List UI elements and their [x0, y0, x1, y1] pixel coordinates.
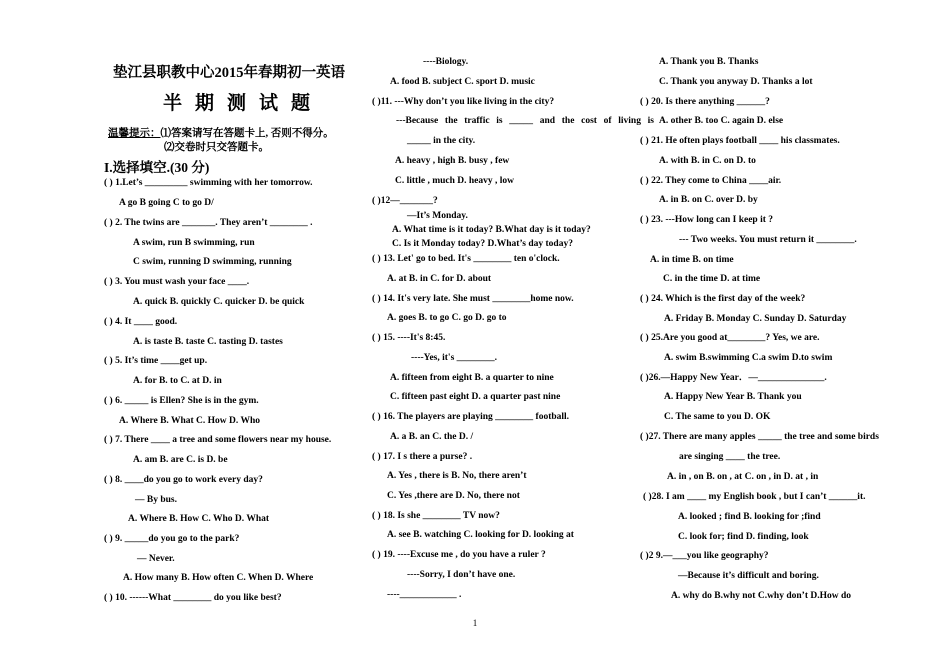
exam-title: 垫江县职教中心2015年春期初一英语: [113, 65, 345, 81]
option-line: _____ in the city.: [407, 136, 476, 146]
question-line: ( )11. ---Why don’t you like living in the city?: [372, 97, 555, 107]
option-line: A. Where B. What C. How D. Who: [119, 416, 261, 426]
option-line: A. quick B. quickly C. quicker D. be quick: [133, 297, 305, 307]
option-line: A. Yes , there is B. No, there aren’t: [387, 471, 527, 481]
option-line: A. with B. in C. on D. to: [659, 156, 756, 166]
question-line: ( ) 13. Let' go to bed. It's ________ ten o'clock.: [372, 254, 560, 264]
option-line: A. is taste B. taste C. tasting D. tastes: [133, 337, 283, 347]
option-line: C swim, running D swimming, running: [133, 257, 292, 267]
question-line: ( ) 6. _____ is Ellen? She is in the gym.: [104, 396, 259, 406]
option-line: C. look for; find D. finding, look: [678, 532, 809, 542]
question-line: ( )2 9.—___you like geography?: [640, 551, 769, 561]
question-line: ( ) 7. There ____ a tree and some flowers near my house.: [104, 435, 332, 445]
option-line: ----____________ .: [387, 590, 462, 600]
question-line: ( ) 23. ---How long can I keep it ?: [640, 215, 773, 225]
option-line: A. a B. an C. the D. /: [390, 432, 474, 442]
option-line: C. Yes ,there are D. No, there not: [387, 491, 520, 501]
question-line: ( ) 2. The twins are _______. They aren’t ________ .: [104, 218, 313, 228]
option-line: A. goes B. to go C. go D. go to: [387, 313, 507, 323]
question-line: ( )27. There are many apples _____ the tree and some birds: [640, 432, 879, 442]
option-line: A. looked ; find B. looking for ;find: [678, 512, 821, 522]
option-line: A. Happy New Year B. Thank you: [664, 392, 802, 402]
option-line: — Never.: [137, 554, 175, 564]
option-line: ----Sorry, I don’t have one.: [407, 570, 516, 580]
option-line: A. am B. are C. is D. be: [133, 455, 228, 465]
option-line: —It’s Monday.: [407, 211, 468, 221]
question-line: ( ) 14. It's very late. She must ________home now.: [372, 294, 574, 304]
option-line: —Because it’s difficult and boring.: [678, 571, 819, 581]
option-line: A go B going C to go D/: [119, 198, 214, 208]
tip-text-1: ⑴答案请写在答题卡上, 否则不得分。: [160, 128, 334, 139]
option-line: A. at B. in C. for D. about: [387, 274, 492, 284]
option-line: are singing ____ the tree.: [679, 452, 781, 462]
option-line: A. fifteen from eight B. a quarter to nine: [390, 373, 554, 383]
option-line: --- Two weeks. You must return it ________.: [679, 235, 857, 245]
option-line: A. Thank you B. Thanks: [659, 57, 759, 67]
question-line: ( ) 19. ----Excuse me , do you have a ruler ?: [372, 550, 546, 560]
section-heading: I.选择填空.(30 分): [104, 160, 210, 175]
option-line: ----Biology.: [423, 57, 469, 67]
option-line: C. Is it Monday today? D.What’s day today?: [392, 239, 573, 249]
option-line: A. in B. on C. over D. by: [659, 195, 758, 205]
question-line: ( ) 24. Which is the first day of the week?: [640, 294, 806, 304]
option-line: A. swim B.swimming C.a swim D.to swim: [664, 353, 833, 363]
option-line: A swim, run B swimming, run: [133, 238, 255, 248]
option-line: A. Friday B. Monday C. Sunday D. Saturday: [664, 314, 847, 324]
page-number: 1: [472, 618, 478, 628]
question-line: ( ) 15. ----It's 8:45.: [372, 333, 446, 343]
option-line: A. other B. too C. again D. else: [659, 116, 784, 126]
question-line: ( ) 16. The players are playing ________ football.: [372, 412, 570, 422]
tip-label: 温馨提示：: [108, 128, 161, 139]
question-line: ( ) 8. ____do you go to work every day?: [104, 475, 263, 485]
question-line: ( )26.—Happy New Year．—______________.: [640, 373, 827, 383]
option-line: A. in time B. on time: [650, 255, 734, 265]
option-line: A. in , on B. on , at C. on , in D. at , in: [667, 472, 819, 482]
option-line: A. see B. watching C. looking for D. looking at: [387, 530, 574, 540]
question-line: ( )28. I am ____ my English book , but I can’t ______it.: [643, 492, 866, 502]
option-line: — By bus.: [135, 495, 177, 505]
question-line: ( ) 5. It’s time ____get up.: [104, 356, 208, 366]
option-line: C. Thank you anyway D. Thanks a lot: [659, 77, 813, 87]
option-line: A. heavy , high B. busy , few: [395, 156, 510, 166]
question-line: ( ) 22. They come to China ____air.: [640, 176, 782, 186]
option-line: C. little , much D. heavy , low: [395, 176, 515, 186]
question-line: ( ) 18. Is she ________ TV now?: [372, 511, 500, 521]
question-line: ( ) 1.Let’s _________ swimming with her tomorrow.: [104, 178, 313, 188]
question-line: ( ) 4. It ____ good.: [104, 317, 178, 327]
option-line: A. for B. to C. at D. in: [133, 376, 222, 386]
option-line: ---Because the traffic is _____ and the cost of living is: [396, 116, 654, 126]
option-line: A. What time is it today? B.What day is it today?: [392, 225, 591, 235]
option-line: A. food B. subject C. sport D. music: [390, 77, 535, 87]
question-line: ( ) 3. You must wash your face ____.: [104, 277, 250, 287]
tip-line-1: [108, 127, 334, 140]
question-line: ( ) 21. He often plays football ____ his classmates.: [640, 136, 840, 146]
question-line: ( ) 9. _____do you go to the park?: [104, 534, 240, 544]
option-line: C. The same to you D. OK: [664, 412, 771, 422]
question-line: ( ) 10. ------What ________ do you like best?: [104, 593, 282, 603]
option-line: C. fifteen past eight D. a quarter past nine: [390, 392, 561, 402]
option-line: ----Yes, it's ________.: [411, 353, 498, 363]
question-line: ( ) 25.Are you good at________? Yes, we are.: [640, 333, 820, 343]
tip-line-2: ⑵交卷时只交答题卡。: [164, 142, 269, 153]
exam-subtitle: 半期测试题: [163, 93, 324, 114]
option-line: A. why do B.why not C.why don’t D.How do: [671, 591, 852, 601]
option-line: C. in the time D. at time: [663, 274, 761, 284]
question-line: ( )12—_______?: [372, 196, 438, 206]
question-line: ( ) 20. Is there anything ______?: [640, 97, 770, 107]
option-line: A. Where B. How C. Who D. What: [128, 514, 270, 524]
question-line: ( ) 17. I s there a purse? .: [372, 452, 473, 462]
option-line: A. How many B. How often C. When D. Where: [123, 573, 314, 583]
